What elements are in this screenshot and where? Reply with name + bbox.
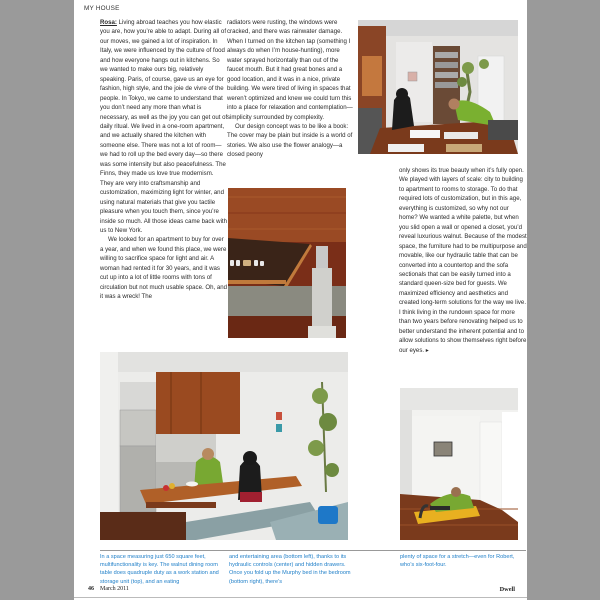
end-mark-icon: ▸ [424,346,429,354]
bottom-divider [74,597,527,598]
col2-paragraph-2: Our design concept was to be like a book: The cover may be plain but inside is a world of stories. We also use the flower analogy—a closed peony [227,122,353,159]
photo-work-table [358,20,518,154]
col2-paragraph-1: radiators were rusting, the windows were cracked, and there was rainwater damage. When I turned on the kitchen tap (something I always do when I’m house-hunting), more water sprayed horizontally than out of the faucet mouth. But it had great bones and a good location, and it was in a nice, private building. We were tired of living in spaces that weren’t optimized and knew we could turn this into a place for relaxation and contemplation—simplicity surrounded by complexity. [227,19,353,121]
caption-part-3: plenty of space for a stretch—even for Robert, who’s six-foot-four. [400,554,515,569]
article-column-3 [399,166,527,355]
col3-paragraph-1: only shows its true beauty when it’s fully open. We played with layers of scale: city to building to apartment to rooms to storage. To do that required lots of customization, but in this age, everything is customized, so why not our home? We wanted a white palette, but when you slid open a wall or opened a closet, you’d reveal luxurious walnut. Because of the modest space, the furniture had to be multipurpose and movable, like our hydraulic table that can be converted into a countertop and the sofa sectionals that can be easily turned into a standard queen-size bed for guests. We maximized efficiency and aesthetics and created long-term solutions for the way we live. I think living in the rundown space for more than two years before renovating helped us to better understand the inherent potential and to allow solutions to show themselves right before our eyes. [399,167,527,354]
caption-part-1: In a space measuring just 650 square feet, multifunctionality is key. The walnut dining room table does quadruple duty as a work station and storage unit (top), and an eating [100,554,219,585]
magazine-brand: Dwell [499,586,515,593]
page-footer [88,586,129,592]
page-number: 46 [88,586,94,592]
caption-part-2: and entertaining area (bottom left), thanks to its hydraulic controls (center) and hidden drawers. Once you fold up the Murphy bed in the bedroom (bottom right), there’s [229,554,351,585]
caption-divider [100,550,526,551]
col1-paragraph-2: We looked for an apartment to buy for over a year, and when we found this place, we were willing to sacrifice space for light and air. A woman had rented it for 30 years, and it was cut up into a lot of little rooms with tons of circulation but not much usable space. Oh, and it was a wreck! The [100,236,228,301]
magazine-page [74,0,527,600]
photo-kitchen-dining [100,352,348,540]
issue-date: March 2011 [100,586,129,592]
col1-paragraph-1: Living abroad teaches you how elastic you are, how you’re able to adapt. During all of our moves, we gained a lot of inspiration. In Italy, we were influenced by the culture of food and how everyone hangs out in kitchens. So we wanted to make ours big, relatively speaking. Paris, of course, gave us an eye for fashion, high style, and the joie de vivre of the people. In Tokyo, we came to understand that you don’t need any more than what is necessary, as well as the joy you can get out of daily ritual. We lived in a one-room apartment, and we actually shared the kitchen with someone else. There was not a lot of room—we had to roll up the bed every day—so there was some intensity but also peacefulness. The Finns, they made us love true modernism. They are very into craftsmanship and customization, maximizing light for winter, and using natural materials that give you tactile pleasure when you touch them, since you’re inside so much. All those ideas came back with us to New York. [100,19,228,234]
section-label: MY HOUSE [84,5,120,12]
photo-bedroom-stretch [400,388,518,540]
speaker-label: Rosa: [100,19,117,26]
article-column-1 [100,18,228,302]
article-column-2 [227,18,355,160]
photo-hydraulic-controls [228,188,346,338]
